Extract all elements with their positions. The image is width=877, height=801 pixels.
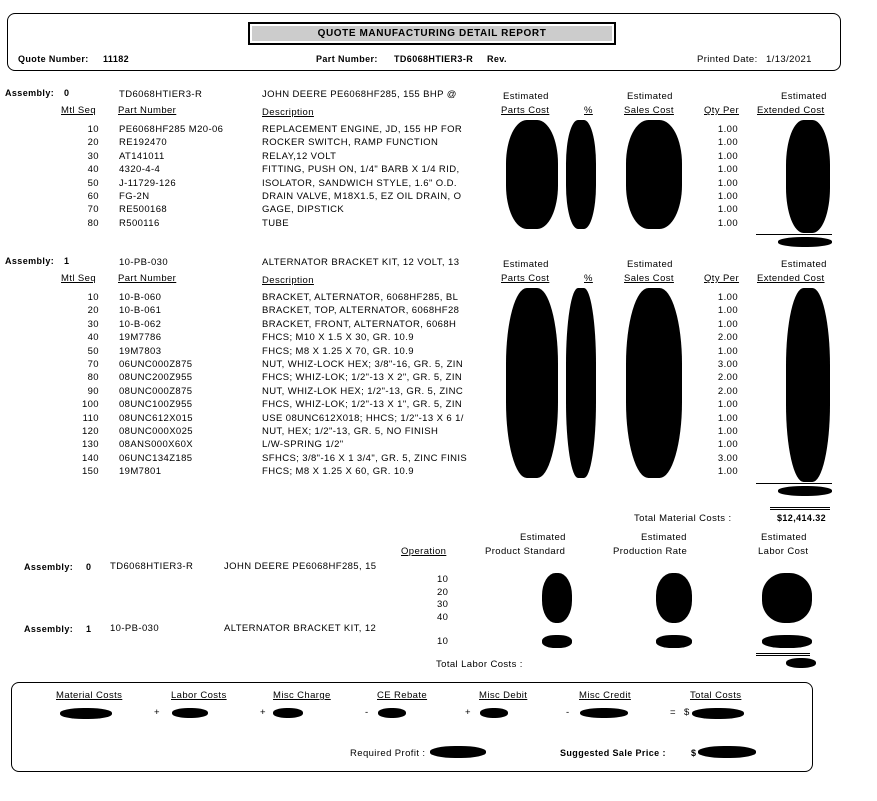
part-number: TD6068HTIER3-R: [394, 54, 474, 64]
qty-per: 1.00: [717, 318, 738, 330]
part-number: PE6068HF285 M20-06: [119, 124, 224, 135]
estimated-header: Estimated: [503, 259, 549, 270]
labor-assembly-label: Assembly:: [24, 562, 74, 572]
qty-per: 1.00: [717, 137, 738, 149]
qty-per: 1.00: [717, 150, 738, 162]
qty-per: 2.00: [717, 332, 738, 344]
mtl-seq: 50: [87, 345, 99, 357]
labor-assembly-number: 1: [86, 624, 92, 634]
mtl-seq: 20: [87, 137, 99, 149]
total-underline: [770, 507, 830, 508]
redacted-production-rate: [656, 573, 692, 623]
redacted-percent: [566, 288, 596, 478]
qty-per: 1.00: [717, 124, 738, 135]
description: REPLACEMENT ENGINE, JD, 155 HP FOR: [262, 124, 463, 135]
estimated-header: Estimated: [781, 91, 827, 102]
mtl-seq: 60: [87, 191, 99, 202]
labor-assembly-label: Assembly:: [24, 624, 74, 634]
redacted-extended-cost: [786, 120, 830, 233]
redacted-ce-rebate: [378, 708, 406, 718]
operation-number: 10: [437, 574, 449, 585]
part-number: 4320-4-4: [119, 164, 161, 176]
qty-per: 1.00: [717, 426, 738, 437]
parts-cost-header: Parts Cost: [501, 105, 550, 116]
labor-assembly-part: TD6068HTIER3-R: [110, 561, 194, 572]
description: ISOLATOR, SANDWICH STYLE, 1.6" O.D.: [262, 177, 457, 189]
description: FHCS; M8 X 1.25 X 60, GR. 10.9: [262, 466, 414, 478]
mtl-seq: 120: [81, 426, 99, 437]
total-costs-header: Total Costs: [690, 690, 742, 701]
mtl-seq: 70: [87, 359, 99, 370]
parts-cost-header: Parts Cost: [501, 273, 550, 284]
redacted-misc-charge: [273, 708, 303, 718]
redacted-suggested-sale-price: [698, 746, 756, 758]
mtl-seq: 30: [87, 318, 99, 330]
part-number-header: Part Number: [118, 105, 177, 116]
suggested-sale-price-label: Suggested Sale Price :: [560, 748, 666, 758]
misc-credit-header: Misc Credit: [579, 690, 631, 701]
redacted-sales-cost: [626, 288, 682, 478]
part-number: 19M7803: [119, 345, 162, 357]
qty-per: 1.00: [717, 466, 738, 478]
assembly-description: ALTERNATOR BRACKET KIT, 12 VOLT, 13: [262, 257, 460, 268]
mtl-seq: 100: [81, 399, 99, 411]
misc-charge-header: Misc Charge: [273, 690, 331, 701]
labor-assembly-desc: ALTERNATOR BRACKET KIT, 12: [224, 623, 377, 634]
pct-header: %: [584, 273, 593, 284]
labor-assembly-desc: JOHN DEERE PE6068HF285, 15: [224, 561, 377, 572]
plus-sign: +: [465, 707, 471, 718]
description: DRAIN VALVE, M18X1.5, EZ OIL DRAIN, O: [262, 191, 462, 202]
redacted-subtotal: [778, 486, 832, 496]
part-number: 08UNC200Z955: [119, 372, 193, 384]
extended-cost-header: Extended Cost: [757, 105, 825, 116]
part-number: 10-B-060: [119, 292, 162, 303]
product-standard-header: Product Standard: [485, 546, 566, 557]
redacted-parts-cost: [506, 288, 558, 478]
part-number: 19M7801: [119, 466, 162, 478]
labor-cost-header: Labor Cost: [758, 546, 809, 557]
suggested-dollar-sign: $: [691, 748, 697, 758]
redacted-misc-debit: [480, 708, 508, 718]
production-rate-header: Production Rate: [613, 546, 688, 557]
subtotal-line: [756, 483, 832, 484]
qty-per-header: Qty Per: [704, 273, 740, 284]
qty-per: 1.00: [717, 191, 738, 202]
redacted-labor-total: [786, 658, 816, 668]
part-number: 06UNC134Z185: [119, 452, 193, 464]
redacted-labor-cost: [762, 573, 812, 623]
required-profit-label: Required Profit :: [350, 748, 426, 759]
part-number: 10-B-062: [119, 318, 162, 330]
mtl-seq: 10: [87, 292, 99, 303]
mtl-seq: 50: [87, 177, 99, 189]
redacted-material-costs: [60, 708, 112, 719]
qty-per: 3.00: [717, 359, 738, 370]
description-header: Description: [262, 275, 314, 286]
qty-per-header: Qty Per: [704, 105, 740, 116]
mtl-seq: 80: [87, 217, 99, 229]
estimated-header: Estimated: [781, 259, 827, 270]
estimated-header: Estimated: [627, 91, 673, 102]
qty-per: 1.00: [717, 412, 738, 424]
total-material-value: $12,414.32: [777, 513, 827, 523]
labor-estimated-3: Estimated: [761, 532, 807, 543]
part-number: 19M7786: [119, 332, 162, 344]
redacted-labor-cost: [762, 635, 812, 648]
mtl-seq-header: Mtl Seq: [61, 105, 97, 116]
assembly-label: Assembly:: [5, 256, 55, 266]
part-number-header: Part Number: [118, 273, 177, 284]
description: SFHCS; 3/8"-16 X 1 3/4", GR. 5, ZINC FINIS: [262, 452, 468, 464]
qty-per: 1.00: [717, 177, 738, 189]
assembly-number: 0: [64, 88, 70, 98]
qty-per: 3.00: [717, 452, 738, 464]
description: FHCS; WHIZ-LOK; 1/2"-13 X 2", GR. 5, ZIN: [262, 372, 463, 384]
minus-sign: -: [566, 707, 570, 718]
assembly-number: 1: [64, 256, 70, 266]
minus-sign: -: [365, 707, 369, 718]
redacted-sales-cost: [626, 120, 682, 229]
subtotal-line: [756, 234, 832, 235]
description: NUT, HEX; 1/2"-13, GR. 5, NO FINISH: [262, 426, 439, 437]
extended-cost-header: Extended Cost: [757, 273, 825, 284]
quote-number: 11182: [103, 54, 130, 64]
description: ROCKER SWITCH, RAMP FUNCTION: [262, 137, 439, 149]
qty-per: 1.00: [717, 345, 738, 357]
mtl-seq: 80: [87, 372, 99, 384]
labor-total-underline: [756, 653, 810, 654]
mtl-seq: 140: [81, 452, 99, 464]
assembly-description: JOHN DEERE PE6068HF285, 155 BHP @: [262, 89, 457, 100]
rev-label: Rev.: [487, 54, 507, 64]
part-number: 08UNC100Z955: [119, 399, 193, 411]
mtl-seq: 150: [81, 466, 99, 478]
operation-number: 10: [437, 636, 449, 647]
ce-rebate-header: CE Rebate: [377, 690, 428, 701]
part-number: 06UNC000Z875: [119, 359, 193, 370]
redacted-extended-cost: [786, 288, 830, 482]
description: NUT, WHIZ-LOCK HEX; 3/8"-16, GR. 5, ZIN: [262, 359, 464, 370]
description: BRACKET, TOP, ALTERNATOR, 6068HF28: [262, 305, 460, 317]
part-number: FG-2N: [119, 191, 150, 202]
mtl-seq: 10: [87, 124, 99, 135]
labor-costs-header: Labor Costs: [171, 690, 227, 701]
labor-total-underline: [756, 655, 810, 656]
estimated-header: Estimated: [627, 259, 673, 270]
description: BRACKET, FRONT, ALTERNATOR, 6068H: [262, 318, 457, 330]
quote-number-label: Quote Number:: [18, 54, 89, 64]
total-material-label: Total Material Costs :: [634, 513, 732, 524]
qty-per: 2.00: [717, 385, 738, 397]
misc-debit-header: Misc Debit: [479, 690, 528, 701]
assembly-part: 10-PB-030: [119, 257, 169, 268]
description: FHCS, WHIZ-LOK; 1/2"-13 X 1", GR. 5, ZIN: [262, 399, 463, 411]
redacted-required-profit: [430, 746, 486, 758]
labor-estimated-2: Estimated: [641, 532, 687, 543]
printed-date: 1/13/2021: [766, 54, 812, 65]
mtl-seq: 30: [87, 150, 99, 162]
qty-per: 2.00: [717, 372, 738, 384]
operation-header: Operation: [401, 546, 447, 557]
description: BRACKET, ALTERNATOR, 6068HF285, BL: [262, 292, 459, 303]
assembly-part: TD6068HTIER3-R: [119, 89, 203, 100]
sales-cost-header: Sales Cost: [624, 273, 674, 284]
equals-sign: =: [670, 707, 676, 718]
qty-per: 1.00: [717, 305, 738, 317]
description: L/W-SPRING 1/2": [262, 439, 344, 451]
labor-estimated-1: Estimated: [520, 532, 566, 543]
total-labor-label: Total Labor Costs :: [436, 659, 523, 670]
sales-cost-header: Sales Cost: [624, 105, 674, 116]
labor-assembly-number: 0: [86, 562, 92, 572]
part-number: AT141011: [119, 150, 165, 162]
redacted-total-costs: [692, 708, 744, 719]
operation-number: 20: [437, 586, 449, 598]
redacted-product-standard: [542, 573, 572, 623]
description-header: Description: [262, 107, 314, 118]
part-number: R500116: [119, 217, 160, 229]
mtl-seq: 110: [82, 412, 99, 424]
description: FITTING, PUSH ON, 1/4" BARB X 1/4 RID,: [262, 164, 460, 176]
qty-per: 1.00: [717, 439, 738, 451]
qty-per: 1.00: [717, 164, 738, 176]
part-number: RE192470: [119, 137, 168, 149]
dollar-sign: $: [684, 707, 690, 718]
qty-per: 1.00: [717, 204, 738, 216]
mtl-seq-header: Mtl Seq: [61, 273, 97, 284]
description: FHCS; M8 X 1.25 X 70, GR. 10.9: [262, 345, 414, 357]
mtl-seq: 40: [87, 164, 99, 176]
pct-header: %: [584, 105, 593, 116]
part-number: 08UNC000Z875: [119, 385, 193, 397]
plus-sign: +: [260, 707, 266, 718]
operation-number: 40: [437, 611, 449, 623]
description: FHCS; M10 X 1.5 X 30, GR. 10.9: [262, 332, 414, 344]
qty-per: 1.00: [717, 292, 738, 303]
part-number: J-11729-126: [119, 177, 177, 189]
part-number-label: Part Number:: [316, 54, 378, 64]
labor-assembly-part: 10-PB-030: [110, 623, 160, 634]
operation-number: 30: [437, 599, 449, 610]
description: TUBE: [262, 217, 289, 229]
report-title: QUOTE MANUFACTURING DETAIL REPORT: [248, 22, 616, 45]
part-number: 08UNC612X015: [119, 412, 193, 424]
description: NUT, WHIZ-LOK HEX; 1/2"-13, GR. 5, ZINC: [262, 385, 464, 397]
material-costs-header: Material Costs: [56, 690, 123, 701]
redacted-percent: [566, 120, 596, 229]
part-number: 08UNC000X025: [119, 426, 193, 437]
plus-sign: +: [154, 707, 160, 718]
qty-per: 1.00: [717, 399, 738, 411]
mtl-seq: 90: [87, 385, 99, 397]
qty-per: 1.00: [717, 217, 738, 229]
mtl-seq: 130: [81, 439, 99, 451]
total-underline: [770, 509, 830, 510]
mtl-seq: 20: [87, 305, 99, 317]
redacted-labor-costs: [172, 708, 208, 718]
description: GAGE, DIPSTICK: [262, 204, 345, 216]
printed-date-label: Printed Date:: [697, 54, 758, 65]
description: RELAY,12 VOLT: [262, 150, 337, 162]
redacted-parts-cost: [506, 120, 558, 229]
mtl-seq: 70: [87, 204, 99, 216]
redacted-subtotal: [778, 237, 832, 247]
part-number: 08ANS000X60X: [119, 439, 193, 451]
redacted-production-rate: [656, 635, 692, 648]
mtl-seq: 40: [87, 332, 99, 344]
redacted-product-standard: [542, 635, 572, 648]
part-number: 10-B-061: [119, 305, 162, 317]
assembly-label: Assembly:: [5, 88, 55, 98]
redacted-misc-credit: [580, 708, 628, 718]
part-number: RE500168: [119, 204, 168, 216]
description: USE 08UNC612X018; HHCS; 1/2"-13 X 6 1/: [262, 412, 464, 424]
estimated-header: Estimated: [503, 91, 549, 102]
